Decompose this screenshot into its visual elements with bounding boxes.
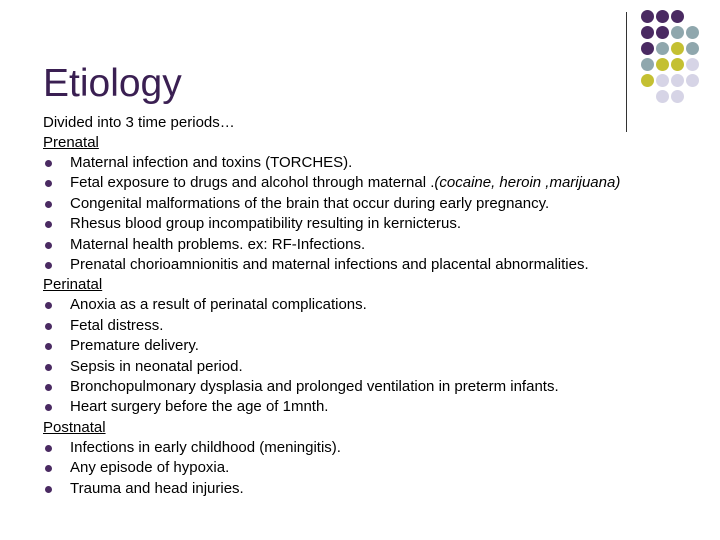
list-item: Infections in early childhood (meningitis). [43,438,703,458]
decorative-dot [656,42,669,55]
drug-examples: (cocaine, heroin ,marijuana) [434,174,621,192]
list-item: Trauma and head injuries. [43,479,703,499]
list-item-text: Fetal exposure to drugs and alcohol through maternal . [70,174,435,192]
decorative-dot [641,74,654,87]
decorative-dot [686,90,699,103]
list-item: Prenatal chorioamnionitis and maternal infections and placental abnormalities. [43,255,703,275]
perinatal-heading: Perinatal [43,276,103,294]
list-item: Rhesus blood group incompatibility resulting in kernicterus. [43,214,703,234]
decorative-dot-grid [641,10,699,103]
decorative-dot [641,26,654,39]
decorative-dot [671,10,684,23]
prenatal-heading: Prenatal [43,134,99,151]
decorative-dot [686,10,699,23]
prenatal-list [43,153,703,275]
decorative-dot [686,42,699,55]
perinatal-list [43,295,703,417]
decorative-dot [686,74,699,87]
list-item: Fetal distress. [43,316,703,336]
decorative-dot [641,90,654,103]
decorative-dot [656,90,669,103]
list-item: Maternal health problems. ex: RF-Infections. [43,235,703,255]
slide-body [43,113,703,499]
decorative-dot [671,58,684,71]
decorative-dot [671,26,684,39]
decorative-dot [686,26,699,39]
list-item: Maternal infection and toxins (TORCHES). [43,153,703,173]
list-item: Any episode of hypoxia. [43,458,703,478]
list-item [43,173,703,193]
intro-text: Divided into 3 time periods… [43,114,235,131]
decorative-dot [656,74,669,87]
list-item: Sepsis in neonatal period. [43,357,703,377]
decorative-dot [656,26,669,39]
decorative-dot [641,58,654,71]
list-item: Heart surgery before the age of 1mnth. [43,397,703,417]
slide-title: Etiology [43,62,182,105]
decorative-dot [686,58,699,71]
decorative-dot [671,74,684,87]
decorative-dot [671,42,684,55]
list-item: Anoxia as a result of perinatal complications. [43,295,703,315]
decorative-dot [641,10,654,23]
list-item: Bronchopulmonary dysplasia and prolonged ventilation in preterm infants. [43,377,703,397]
decorative-dot [656,10,669,23]
postnatal-list [43,438,703,499]
decorative-dot [656,58,669,71]
list-item: Congenital malformations of the brain that occur during early pregnancy. [43,194,703,214]
postnatal-heading: Postnatal [43,418,106,436]
list-item: Premature delivery. [43,336,703,356]
decorative-dot [641,42,654,55]
decorative-dot [671,90,684,103]
